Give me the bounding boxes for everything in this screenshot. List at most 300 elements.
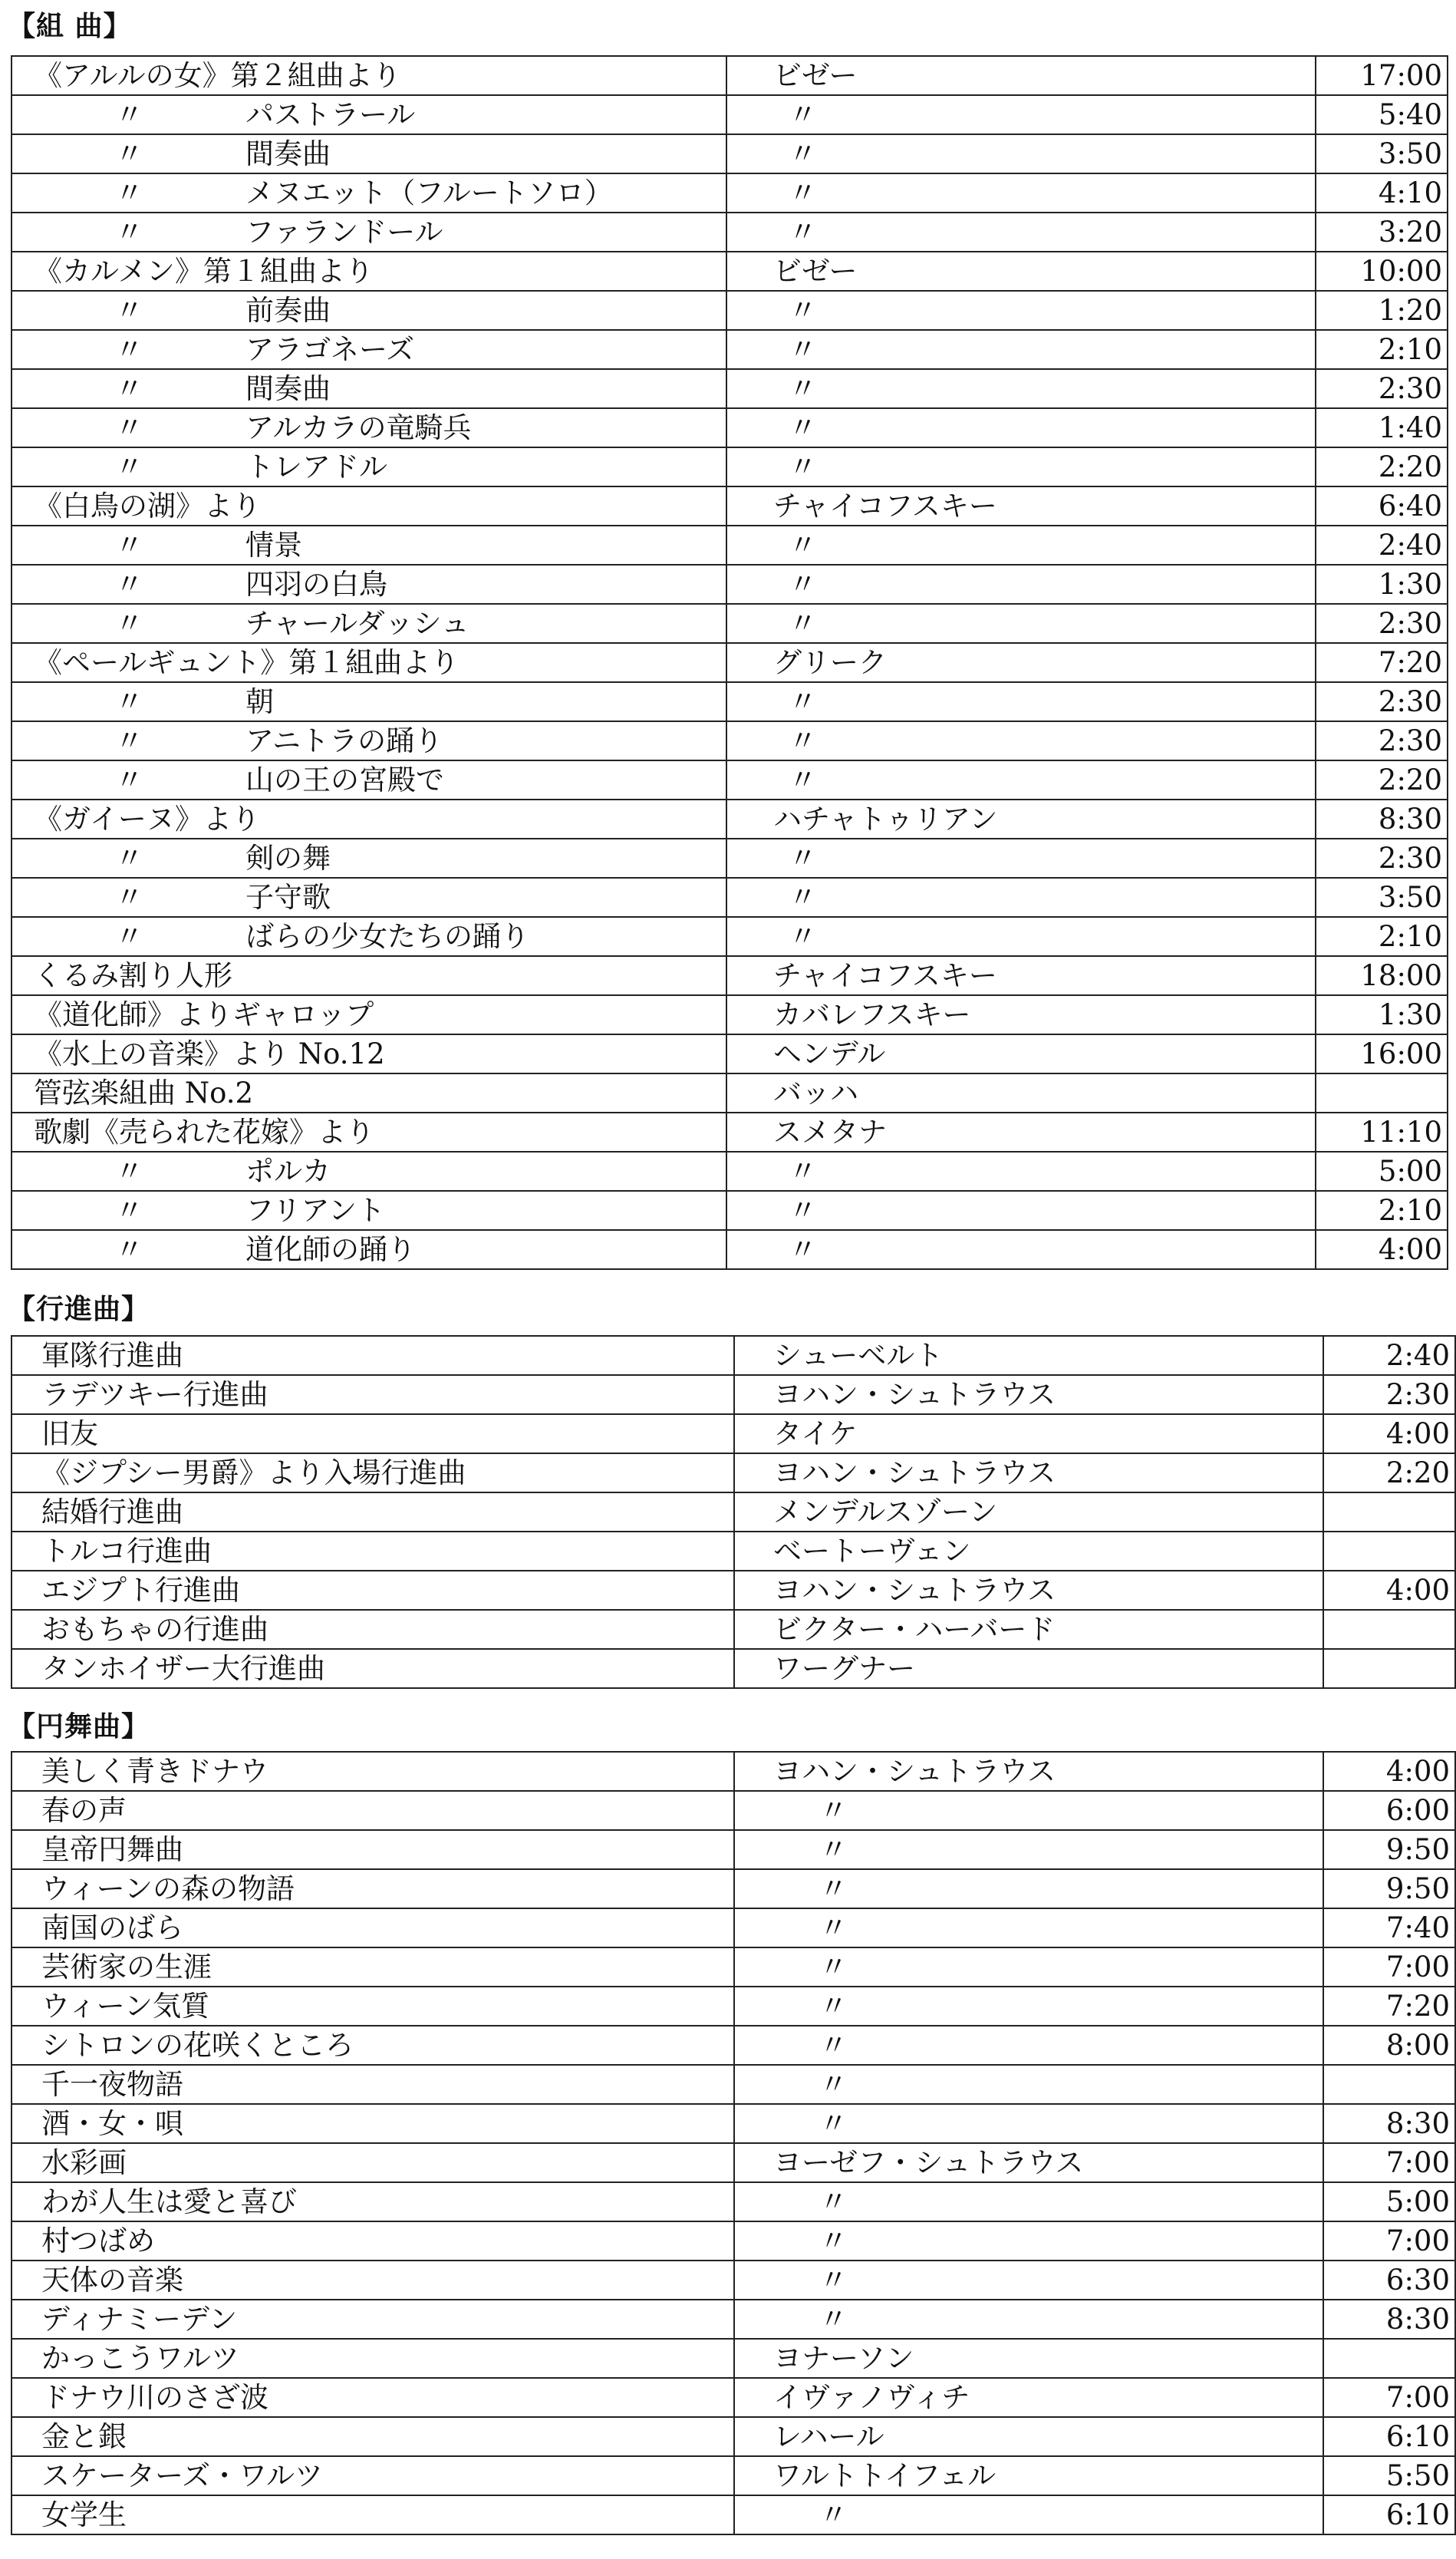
table-row: [12, 682, 1448, 721]
table-row: [12, 721, 1448, 760]
composer-name: メンデルスゾーン: [773, 1495, 998, 1528]
composer-name: 〃: [789, 763, 817, 796]
duration-cell: 7:20: [1316, 643, 1448, 682]
duration-cell: 2:30: [1316, 604, 1448, 643]
composer-name: ヘンデル: [773, 1037, 886, 1070]
composer-cell: [726, 1113, 1316, 1152]
piece-cell: [12, 800, 726, 839]
duration-cell: 2:20: [1316, 447, 1448, 486]
piece-title: 管弦楽組曲 No.2: [34, 1077, 254, 1110]
table-row: [12, 2495, 1455, 2534]
composer-name: 〃: [789, 920, 817, 953]
table-row: [12, 330, 1448, 369]
duration-cell: 6:10: [1323, 2417, 1455, 2456]
piece-cell: [12, 369, 726, 408]
movement-title: 朝: [245, 685, 274, 718]
piece-cell: [12, 2417, 734, 2456]
composer-name: 〃: [789, 216, 817, 249]
duration-cell: 3:50: [1316, 878, 1448, 917]
ditto-mark: 〃: [115, 1155, 143, 1188]
composer-cell: [734, 2456, 1323, 2495]
piece-cell: [12, 2026, 734, 2065]
composer-name: ベートーヴェン: [773, 1535, 971, 1568]
duration-cell: 2:20: [1316, 760, 1448, 800]
table-row: [12, 917, 1448, 956]
piece-title: 《カルメン》第１組曲より: [34, 255, 374, 288]
piece-cell: [12, 956, 726, 995]
composer-name: 〃: [789, 333, 817, 366]
piece-cell: [12, 1230, 726, 1269]
piece-title: 歌劇《売られた花嫁》より: [34, 1116, 374, 1149]
duration-cell: [1323, 1532, 1455, 1571]
table-row: [12, 1610, 1455, 1649]
composer-cell: [734, 2065, 1323, 2104]
composer-name: 〃: [819, 1951, 848, 1984]
piece-cell: [12, 2495, 734, 2534]
piece-cell: [12, 2378, 734, 2417]
composer-name: 〃: [789, 842, 817, 875]
duration-cell: 4:00: [1316, 1230, 1448, 1269]
duration-cell: 3:50: [1316, 134, 1448, 173]
piece-cell: [12, 2221, 734, 2261]
duration-cell: 8:30: [1323, 2300, 1455, 2339]
ditto-mark: 〃: [115, 1194, 143, 1227]
ditto-mark: 〃: [115, 450, 143, 483]
composer-cell: [734, 2495, 1323, 2534]
composer-name: 〃: [819, 2264, 848, 2297]
table-row: [12, 800, 1448, 839]
piece-cell: [12, 291, 726, 330]
movement-title: 山の王の宮殿で: [245, 763, 444, 796]
piece-title: 天体の音楽: [41, 2264, 183, 2297]
movement-title: 前奏曲: [245, 294, 331, 327]
composer-cell: [734, 2221, 1323, 2261]
composer-name: ヨハン・シュトラウス: [773, 1755, 1056, 1788]
composer-cell: [734, 1752, 1323, 1791]
composer-cell: [726, 95, 1316, 134]
piece-cell: [12, 2261, 734, 2300]
marches-table: [11, 1335, 1456, 1689]
composer-cell: [734, 1414, 1323, 1453]
composer-name: グリーク: [773, 646, 887, 679]
table-row: [12, 1152, 1448, 1191]
ditto-mark: 〃: [115, 763, 143, 796]
section-title-suites: 【組 曲】: [8, 10, 132, 42]
table-row: [12, 2221, 1455, 2261]
duration-cell: 7:00: [1323, 2378, 1455, 2417]
composer-name: 〃: [819, 2068, 848, 2101]
composer-cell: [734, 1830, 1323, 1869]
duration-cell: 9:50: [1323, 1869, 1455, 1908]
section-title-waltzes: 【円舞曲】: [8, 1710, 150, 1743]
duration-cell: [1323, 1492, 1455, 1532]
table-row: [12, 2417, 1455, 2456]
piece-cell: [12, 486, 726, 526]
table-row: [12, 1375, 1455, 1414]
table-row: [12, 839, 1448, 878]
table-row: [12, 2143, 1455, 2182]
duration-cell: 2:30: [1323, 1375, 1455, 1414]
composer-name: 〃: [789, 1194, 817, 1227]
composer-name: 〃: [819, 1990, 848, 2023]
duration-cell: 7:00: [1323, 2143, 1455, 2182]
composer-cell: [726, 995, 1316, 1034]
composer-name: ワーグナー: [773, 1652, 915, 1685]
piece-title: 《白鳥の湖》より: [34, 490, 261, 523]
piece-title: わが人生は愛と喜び: [41, 2185, 297, 2218]
composer-name: 〃: [819, 2029, 848, 2062]
movement-title: アニトラの踊り: [245, 724, 443, 757]
table-row: [12, 526, 1448, 565]
composer-cell: [734, 2339, 1323, 2378]
composer-name: 〃: [789, 685, 817, 718]
piece-title: 《アルルの女》第２組曲より: [34, 59, 401, 92]
composer-cell: [726, 917, 1316, 956]
piece-cell: [12, 134, 726, 173]
table-row: [12, 1987, 1455, 2026]
piece-title: おもちゃの行進曲: [41, 1613, 268, 1646]
table-row: [12, 447, 1448, 486]
composer-cell: [734, 1571, 1323, 1610]
piece-cell: [12, 1908, 734, 1947]
composer-name: 〃: [789, 294, 817, 327]
composer-cell: [734, 1869, 1323, 1908]
piece-cell: [12, 1492, 734, 1532]
composer-name: ワルトトイフェル: [773, 2459, 996, 2492]
ditto-mark: 〃: [115, 568, 143, 601]
composer-cell: [726, 291, 1316, 330]
piece-title: 《ガイーヌ》より: [34, 803, 260, 836]
ditto-mark: 〃: [115, 920, 143, 953]
table-row: [12, 956, 1448, 995]
composer-name: 〃: [789, 724, 817, 757]
table-row: [12, 1752, 1455, 1791]
duration-cell: 10:00: [1316, 252, 1448, 291]
piece-cell: [12, 1113, 726, 1152]
composer-cell: [726, 1073, 1316, 1113]
table-row: [12, 56, 1448, 95]
composer-cell: [734, 2143, 1323, 2182]
piece-cell: [12, 1453, 734, 1492]
composer-name: 〃: [819, 2185, 848, 2218]
piece-cell: [12, 1152, 726, 1191]
duration-cell: 2:30: [1316, 369, 1448, 408]
piece-title: 芸術家の生涯: [41, 1951, 212, 1984]
table-row: [12, 1869, 1455, 1908]
duration-cell: 9:50: [1323, 1830, 1455, 1869]
composer-name: チャイコフスキー: [773, 959, 997, 992]
piece-cell: [12, 1073, 726, 1113]
duration-cell: 4:00: [1323, 1571, 1455, 1610]
movement-title: メヌエット（フルートソロ）: [245, 176, 613, 209]
duration-cell: 2:30: [1316, 682, 1448, 721]
piece-cell: [12, 252, 726, 291]
table-row: [12, 565, 1448, 604]
table-row: [12, 1830, 1455, 1869]
piece-cell: [12, 2143, 734, 2182]
composer-name: 〃: [819, 2498, 848, 2531]
table-row: [12, 291, 1448, 330]
composer-name: ヨハン・シュトラウス: [773, 1456, 1056, 1489]
ditto-mark: 〃: [115, 881, 143, 914]
duration-cell: 7:00: [1323, 1947, 1455, 1987]
movement-title: 子守歌: [245, 881, 331, 914]
movement-title: 情景: [245, 529, 302, 562]
piece-cell: [12, 1649, 734, 1688]
duration-cell: 18:00: [1316, 956, 1448, 995]
piece-cell: [12, 1414, 734, 1453]
table-row: [12, 2065, 1455, 2104]
piece-cell: [12, 1034, 726, 1073]
composer-cell: [734, 2417, 1323, 2456]
piece-cell: [12, 643, 726, 682]
duration-cell: 5:40: [1316, 95, 1448, 134]
piece-cell: [12, 2065, 734, 2104]
piece-title: 《ジプシー男爵》より入場行進曲: [41, 1456, 466, 1489]
composer-cell: [734, 2300, 1323, 2339]
duration-cell: 2:20: [1323, 1453, 1455, 1492]
piece-cell: [12, 604, 726, 643]
duration-cell: [1323, 2065, 1455, 2104]
ditto-mark: 〃: [115, 842, 143, 875]
composer-name: 〃: [789, 881, 817, 914]
composer-cell: [726, 134, 1316, 173]
composer-name: バッハ: [773, 1077, 858, 1110]
composer-cell: [726, 721, 1316, 760]
composer-name: カバレフスキー: [773, 998, 971, 1031]
composer-name: 〃: [789, 1155, 817, 1188]
ditto-mark: 〃: [115, 685, 143, 718]
piece-cell: [12, 917, 726, 956]
composer-name: 〃: [819, 2224, 848, 2257]
composer-cell: [726, 486, 1316, 526]
piece-cell: [12, 408, 726, 447]
duration-cell: 2:10: [1316, 917, 1448, 956]
composer-name: ヨーゼフ・シュトラウス: [773, 2146, 1084, 2179]
ditto-mark: 〃: [115, 98, 143, 131]
composer-name: 〃: [789, 98, 817, 131]
piece-cell: [12, 1336, 734, 1375]
composer-name: 〃: [789, 450, 817, 483]
table-row: [12, 604, 1448, 643]
piece-title: 結婚行進曲: [41, 1495, 183, 1528]
composer-cell: [726, 1191, 1316, 1230]
table-row: [12, 1336, 1455, 1375]
table-row: [12, 2104, 1455, 2143]
table-row: [12, 1230, 1448, 1269]
duration-cell: [1323, 1649, 1455, 1688]
piece-title: かっこうワルツ: [41, 2342, 239, 2375]
duration-cell: 2:30: [1316, 721, 1448, 760]
composer-name: ヨハン・シュトラウス: [773, 1574, 1056, 1607]
duration-cell: 16:00: [1316, 1034, 1448, 1073]
movement-title: パストラール: [245, 98, 416, 131]
piece-cell: [12, 2456, 734, 2495]
suites-table: [11, 55, 1448, 1270]
composer-name: 〃: [819, 1911, 848, 1944]
table-row: [12, 2378, 1455, 2417]
piece-cell: [12, 760, 726, 800]
piece-title: 旧友: [41, 1417, 98, 1450]
composer-name: タイケ: [773, 1417, 858, 1450]
duration-cell: 8:00: [1323, 2026, 1455, 2065]
ditto-mark: 〃: [115, 724, 143, 757]
table-row: [12, 486, 1448, 526]
piece-title: スケーターズ・ワルツ: [41, 2459, 324, 2492]
table-row: [12, 878, 1448, 917]
movement-title: 間奏曲: [245, 372, 331, 405]
piece-cell: [12, 1752, 734, 1791]
piece-cell: [12, 1191, 726, 1230]
table-row: [12, 252, 1448, 291]
duration-cell: 8:30: [1316, 800, 1448, 839]
ditto-mark: 〃: [115, 216, 143, 249]
piece-title: トルコ行進曲: [41, 1535, 212, 1568]
piece-title: 春の声: [41, 1794, 127, 1827]
composer-name: 〃: [789, 529, 817, 562]
composer-name: 〃: [819, 1794, 848, 1827]
composer-cell: [734, 1492, 1323, 1532]
piece-title: ウィーン気質: [41, 1990, 210, 2023]
table-row: [12, 1113, 1448, 1152]
piece-cell: [12, 1830, 734, 1869]
composer-name: 〃: [789, 372, 817, 405]
composer-name: 〃: [789, 137, 817, 170]
table-row: [12, 1571, 1455, 1610]
ditto-mark: 〃: [115, 529, 143, 562]
duration-cell: 1:20: [1316, 291, 1448, 330]
composer-name: ビゼー: [773, 255, 858, 288]
piece-cell: [12, 447, 726, 486]
piece-title: 水彩画: [41, 2146, 127, 2179]
table-row: [12, 1453, 1455, 1492]
piece-cell: [12, 721, 726, 760]
duration-cell: 7:40: [1323, 1908, 1455, 1947]
composer-cell: [734, 1987, 1323, 2026]
duration-cell: 1:30: [1316, 565, 1448, 604]
duration-cell: 6:40: [1316, 486, 1448, 526]
ditto-mark: 〃: [115, 137, 143, 170]
composer-name: スメタナ: [773, 1116, 887, 1149]
duration-cell: 2:40: [1323, 1336, 1455, 1375]
composer-cell: [734, 2026, 1323, 2065]
duration-cell: 6:00: [1323, 1791, 1455, 1830]
table-row: [12, 2261, 1455, 2300]
table-row: [12, 213, 1448, 252]
table-row: [12, 1191, 1448, 1230]
piece-title: ディナミーデン: [41, 2303, 238, 2336]
piece-cell: [12, 1375, 734, 1414]
composer-cell: [726, 682, 1316, 721]
movement-title: チャールダッシュ: [245, 607, 469, 640]
composer-name: 〃: [819, 1872, 848, 1905]
composer-name: 〃: [789, 568, 817, 601]
table-row: [12, 2339, 1455, 2378]
table-row: [12, 1034, 1448, 1073]
table-row: [12, 408, 1448, 447]
table-row: [12, 369, 1448, 408]
table-row: [12, 2456, 1455, 2495]
composer-cell: [726, 56, 1316, 95]
piece-cell: [12, 1869, 734, 1908]
table-row: [12, 1492, 1455, 1532]
piece-cell: [12, 95, 726, 134]
piece-cell: [12, 330, 726, 369]
table-row: [12, 173, 1448, 213]
composer-name: 〃: [819, 2303, 848, 2336]
composer-cell: [726, 956, 1316, 995]
movement-title: ばらの少女たちの踊り: [245, 920, 529, 953]
piece-title: シトロンの花咲くところ: [41, 2029, 354, 2062]
piece-title: 軍隊行進曲: [41, 1339, 183, 1372]
piece-cell: [12, 2182, 734, 2221]
duration-cell: 5:50: [1323, 2456, 1455, 2495]
piece-cell: [12, 526, 726, 565]
piece-title: 酒・女・唄: [41, 2107, 183, 2140]
piece-cell: [12, 1610, 734, 1649]
table-row: [12, 1414, 1455, 1453]
composer-cell: [726, 330, 1316, 369]
duration-cell: 2:40: [1316, 526, 1448, 565]
composer-name: 〃: [789, 1233, 817, 1266]
composer-name: 〃: [819, 2107, 848, 2140]
ditto-mark: 〃: [115, 411, 143, 444]
ditto-mark: 〃: [115, 294, 143, 327]
composer-name: ヨナーソン: [773, 2342, 914, 2375]
composer-name: ビゼー: [773, 59, 858, 92]
composer-cell: [734, 1532, 1323, 1571]
duration-cell: 6:30: [1323, 2261, 1455, 2300]
composer-cell: [726, 213, 1316, 252]
composer-name: 〃: [819, 1833, 848, 1866]
composer-cell: [726, 447, 1316, 486]
composer-cell: [726, 1034, 1316, 1073]
ditto-mark: 〃: [115, 372, 143, 405]
composer-cell: [734, 1610, 1323, 1649]
composer-cell: [726, 878, 1316, 917]
duration-cell: 2:30: [1316, 839, 1448, 878]
piece-cell: [12, 839, 726, 878]
duration-cell: 7:00: [1323, 2221, 1455, 2261]
composer-cell: [726, 173, 1316, 213]
duration-cell: 4:10: [1316, 173, 1448, 213]
piece-cell: [12, 1791, 734, 1830]
composer-cell: [726, 408, 1316, 447]
duration-cell: [1323, 1610, 1455, 1649]
composer-name: ヨハン・シュトラウス: [773, 1378, 1056, 1411]
piece-title: 村つばめ: [41, 2224, 155, 2257]
duration-cell: 8:30: [1323, 2104, 1455, 2143]
table-row: [12, 2182, 1455, 2221]
piece-cell: [12, 2104, 734, 2143]
table-row: [12, 995, 1448, 1034]
piece-cell: [12, 1571, 734, 1610]
table-row: [12, 1908, 1455, 1947]
movement-title: アラゴネーズ: [245, 333, 415, 366]
piece-title: 金と銀: [41, 2420, 127, 2453]
piece-cell: [12, 995, 726, 1034]
waltzes-table: [11, 1751, 1456, 2535]
table-row: [12, 1791, 1455, 1830]
table-row: [12, 2300, 1455, 2339]
movement-title: 道化師の踊り: [245, 1233, 416, 1266]
movement-title: アルカラの竜騎兵: [245, 411, 472, 444]
composer-cell: [734, 2104, 1323, 2143]
piece-title: 美しく青きドナウ: [41, 1755, 268, 1788]
duration-cell: 3:20: [1316, 213, 1448, 252]
duration-cell: 7:20: [1323, 1987, 1455, 2026]
movement-title: ファランドール: [245, 216, 443, 249]
